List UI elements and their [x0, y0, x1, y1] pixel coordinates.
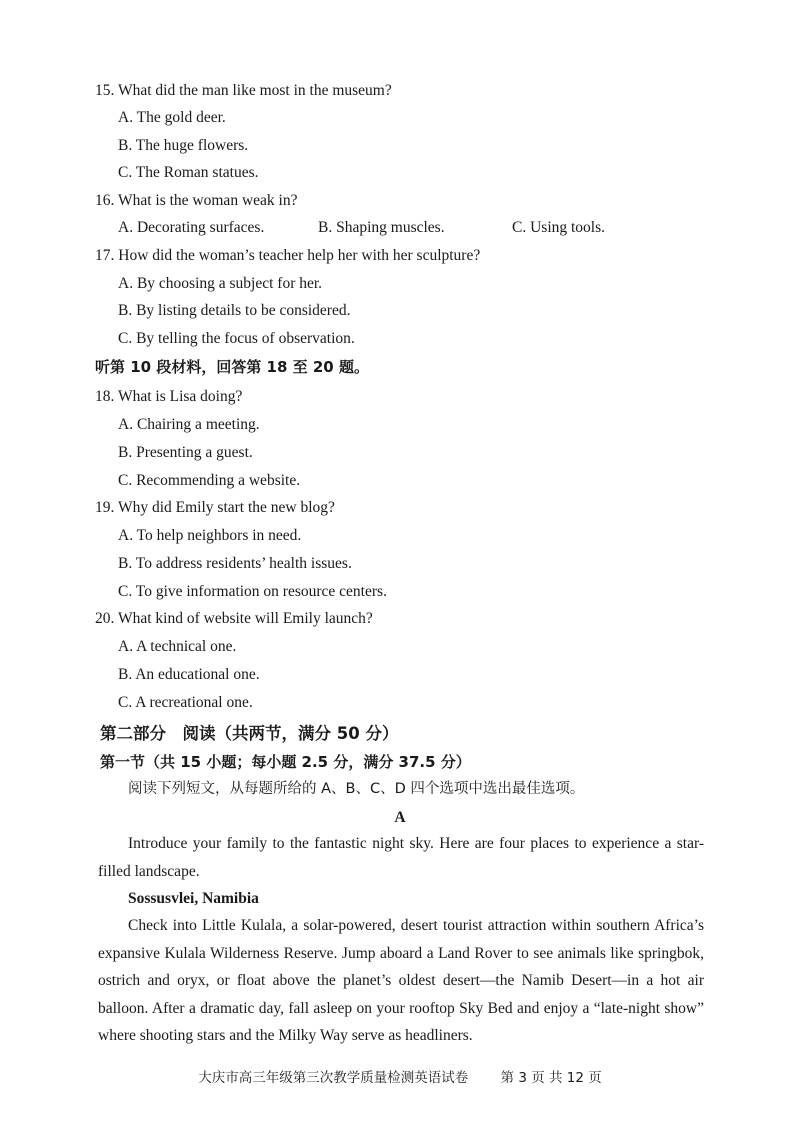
question-17-option-a: A. By choosing a subject for her. — [118, 275, 323, 292]
question-15-option-b: B. The huge flowers. — [118, 137, 249, 154]
place-paragraph-text: Check into Little Kulala, a solar-powered, desert tourist attraction within southern Africa’s expansive Kulala Wilderness Reserve. Jump aboard a Land Rover to see animals like springbok, ostrich and oryx, or float above the planet’s oldest desert—the Namib Desert—in a hot air balloon. After a dramatic day, fall asleep on your rooftop Sky Bed and enjoy a “late-night show” where shooting stars and the Milky Way serve as headliners. — [98, 917, 704, 1045]
question-19-option-a: A. To help neighbors in need. — [118, 527, 302, 544]
question-20-option-c: C. A recreational one. — [118, 694, 253, 711]
footer-page-info: 第 3 页 共 12 页 — [500, 1070, 602, 1086]
question-18-option-b: B. Presenting a guest. — [118, 444, 253, 461]
question-20-stem: 20. What kind of website will Emily launch? — [95, 610, 373, 627]
question-16-options — [118, 218, 618, 238]
question-17-stem: 17. How did the woman’s teacher help her with her sculpture? — [95, 247, 481, 264]
question-18-option-a: A. Chairing a meeting. — [118, 416, 260, 433]
question-18-stem: 18. What is Lisa doing? — [95, 388, 243, 405]
passage-intro — [98, 830, 704, 885]
question-19-option-c: C. To give information on resource centers. — [118, 583, 387, 600]
place-paragraph — [98, 912, 704, 1050]
question-18-option-c: C. Recommending a website. — [118, 472, 301, 489]
question-15-option-a: A. The gold deer. — [118, 109, 226, 126]
question-15-stem: 15. What did the man like most in the museum? — [95, 82, 392, 99]
question-17-option-b: B. By listing details to be considered. — [118, 302, 351, 319]
footer-exam-title: 大庆市高三年级第三次教学质量检测英语试卷 — [198, 1070, 469, 1086]
question-16-option-b: B. Shaping muscles. — [318, 219, 445, 236]
question-19-option-b: B. To address residents’ health issues. — [118, 555, 352, 572]
question-16-option-c: C. Using tools. — [512, 219, 606, 236]
question-15-option-c: C. The Roman statues. — [118, 164, 259, 181]
section-one-heading: 第一节（共 15 小题；每小题 2.5 分，满分 37.5 分） — [100, 753, 471, 771]
question-16-stem: 16. What is the woman weak in? — [95, 192, 298, 209]
page-footer — [0, 1068, 800, 1088]
question-20-option-b: B. An educational one. — [118, 666, 260, 683]
question-16-option-a: A. Decorating surfaces. — [118, 219, 265, 236]
passage-label: A — [394, 809, 406, 826]
reading-instruction: 阅读下列短文，从每题所给的 A、B、C、D 四个选项中选出最佳选项。 — [128, 781, 585, 797]
passage-intro-text: Introduce your family to the fantastic night sky. Here are four places to experience a star-filled landscape. — [98, 835, 704, 880]
part-two-heading: 第二部分 阅读（共两节，满分 50 分） — [100, 724, 399, 743]
question-19-stem: 19. Why did Emily start the new blog? — [95, 499, 335, 516]
question-20-option-a: A. A technical one. — [118, 638, 237, 655]
place-title: Sossusvlei, Namibia — [128, 890, 259, 907]
question-17-option-c: C. By telling the focus of observation. — [118, 330, 355, 347]
listening-instruction: 听第 10 段材料，回答第 18 至 20 题。 — [95, 358, 369, 376]
